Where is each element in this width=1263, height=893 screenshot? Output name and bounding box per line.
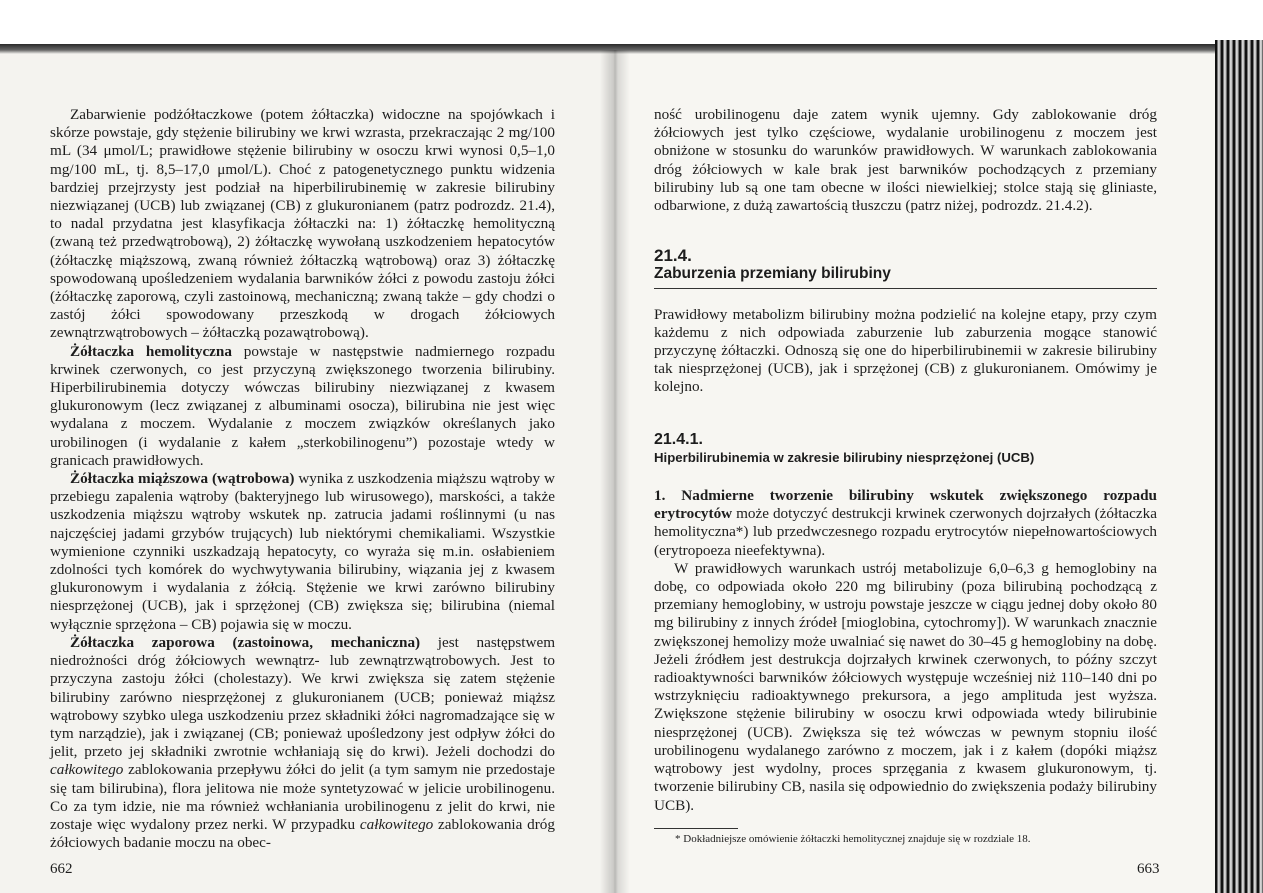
footnote-rule xyxy=(654,828,738,829)
page-number-right: 663 xyxy=(1137,861,1160,877)
hemolytic-paragraph xyxy=(50,343,555,470)
point1-lead: 1. Nadmierne tworzenie bilirubiny wskutek zwiększonego rozpadu erytrocytów xyxy=(654,487,1157,523)
right-text-column xyxy=(654,106,1157,815)
hemolytic-lead: Żółtaczka hemolityczna xyxy=(70,342,232,360)
intro-paragraph: Zabarwienie podżółtaczkowe (potem żółtaczka) widoczne na spojówkach i skórze powstaje, gdy stężenie bilirubiny we krwi wzrasta, przekraczając 2 mg/100 mL (34 μmol/L; prawidłowe stężenie bilirubiny w osoczu krwi wynosi 0,5–1,0 mg/100 mL, tj. 8,5–17,0 μmol/L). Choć z patogenetycznego punktu widzenia bardziej przejrzysty jest podział na hiperbilirubinemię w zakresie bilirubiny niezwiązanej (UCB) lub związanej (CB) z glukuronianem (patrz podrozdz. 21.4), to nadal przydatna jest klasyfikacja żółtaczki na: 1) żółtaczkę hemolityczną (zwaną też przedwątrobową), 2) żółtaczkę wywołaną uszkodzeniem hepatocytów (żółtaczkę miąższową, zwaną również żółtaczką wątrobową) oraz 3) żółtaczkę spowodowaną upośledzeniem wydalania barwników żółci z powodu zastoju żółci (żółtaczkę zaporową, czyli zastoinową, mechaniczną; zwaną także – gdy chodzi o zastój żółci spowodowany przeszkodą w drogach żółciowych zewnątrzwątrobowych – żółtaczką pozawątrobową). xyxy=(50,106,555,342)
parenchymal-lead: Żółtaczka miąższowa (wątrobowa) xyxy=(70,470,295,488)
obstructive-lead: Żółtaczka zaporowa (zastoinowa, mechaniczna) xyxy=(70,633,421,651)
point1-paragraph xyxy=(654,487,1157,560)
section-paragraph: Prawidłowy metabolizm bilirubiny można podzielić na kolejne etapy, przy czym każdemu z nich odpowiada zaburzenie lub zaburzenia mogące stanowić przyczynę żółtaczki. Odnoszą się one do hiperbilirubinemii w zakresie bilirubiny tak niesprzężonej (UCB), jak i sprzężonej (CB) z glukuronianem. Omówimy je kolejno. xyxy=(654,305,1157,396)
page-edges xyxy=(1215,40,1263,893)
section-number: 21.4. xyxy=(654,246,692,266)
obstructive-text-2: zablokowania przepływu żółci do jelit (a tym samym nie przedostaje się tam bilirubina), flora jelitowa nie może syntetyzować w jelicie urobilinogenu. Co za tym idzie, nie ma również wchłaniania urobilinogenu z jelit do krwi, nie zostaje więc wydalony przez nerki. W przypadku xyxy=(50,761,555,833)
book-gutter xyxy=(600,50,630,893)
left-text-column xyxy=(50,106,555,852)
hemolytic-text: powstaje w następstwie nadmiernego rozpadu krwinek czerwonych, co jest przyczyną zwiększonego tworzenia bilirubiny. Hiperbilirubinemia dotyczy wówczas bilirubiny niezwiązanej z kwasem glukuronowym (lecz związanej z albuminami osocza), bilirubina nie jest więc wydalana z moczem. Wydalanie z moczem związków określanych jako urobilinogen (i wydalanie z kałem „sterkobilinogenu”) pozostaje wtedy w granicach prawidłowych. xyxy=(50,342,555,469)
section-title: Zaburzenia przemiany bilirubiny xyxy=(654,265,891,283)
obstructive-text-1: jest następstwem niedrożności dróg żółciowych wewnątrz- lub zewnątrzwątrobowych. Jest to przyczyna zastoju żółci (cholestazy). We krwi zwiększa się zatem stężenie bilirubiny zarówno niesprzężonej z glukuronianem (UCB; ponieważ miąższ wątrobowy szybko ulega uszkodzeniu przez składniki żółci nagromadzające się w tym narządzie), jak i związanej (CB; ponieważ upośledzony jest odpływ żółci do jelit, przeto jej składniki zwrotnie wchłaniają się do krwi). Jeżeli dochodzi do xyxy=(50,633,556,761)
obstructive-paragraph xyxy=(50,634,555,852)
scan-top-shadow xyxy=(0,44,1263,54)
subsection-title: Hiperbilirubinemia w zakresie bilirubiny niesprzężonej (UCB) xyxy=(654,449,1035,465)
subsection-number: 21.4.1. xyxy=(654,430,703,448)
obstructive-text-3: zablokowania dróg żółciowych badanie moczu na obec- xyxy=(50,815,555,852)
parenchymal-paragraph xyxy=(50,470,555,634)
point1-paragraph-2: W prawidłowych warunkach ustrój metabolizuje 6,0–6,3 g hemoglobiny na dobę, co odpowiada około 220 mg bilirubiny (poza bilirubiną pochodzącą z przemiany hemoglobiny, w ustroju powstaje jeszcze w ciągu jednej doby około 80 mg bilirubiny z innych źródeł [mioglobina, cytochromy]). W warunkach znacznie zwiększonej hemolizy może uwalniać się nawet do 30–45 g hemoglobiny na dobę. Jeżeli źródłem jest destrukcja dojrzałych krwinek czerwonych, to późny szczyt radioaktywności barwników żółciowych występuje wcześniej niż 110–140 dni po wstrzyknięciu radioaktywnego prekursora, a jego amplituda jest wyższa. Zwiększone stężenie bilirubiny w osoczu krwi odpowiada wtedy bilirubinie niesprzężonej (UCB). Zwiększa się też wówczas w pewnym stopniu ilość urobilinogenu wydalanego zarówno z moczem, jak i z kałem (dopóki miąższ wątrobowy jest wydolny, proces sprzęgania z kwasem glukuronowym, tj. tworzenie bilirubiny CB, nasila się odpowiednio do zwiększenia podaży bilirubiny UCB). xyxy=(654,559,1157,814)
obstructive-italic-2: całkowitego xyxy=(359,815,434,833)
point1-text: może dotyczyć destrukcji krwinek czerwonych dojrzałych (żółtaczka hemolityczna*) lub przedwczesnego rozpadu erytrocytów niepełnowartościowych (erytropoeza nieefektywna). xyxy=(654,505,1157,559)
parenchymal-text: wynika z uszkodzenia miąższu wątroby w przebiegu zapalenia wątroby (bakteryjnego lub wirusowego), marskości, a także uszkodzenia miąższu wątroby wskutek np. zatrucia jadami roślinnymi (u nas najczęściej jadami grzybów trujących) lub niektórymi chemikaliami. Wszystkie wymienione czynniki uszkadzają hepatocyty, co wyraża się m.in. osłabieniem zdolności tych komórek do wychwytywania bilirubiny, wiązania jej z kwasem glukuronowym i wydalania z żółcią. Stężenie we krwi zarówno bilirubiny niesprzężonej (UCB), jak i sprzężonej (CB) zwiększa się; bilirubina (niemal wyłącznie sprzężona – CB) pojawia się w moczu. xyxy=(50,470,555,633)
page-number-left: 662 xyxy=(50,861,73,877)
footnote: * Dokładniejsze omówienie żółtaczki hemolitycznej znajduje się w rozdziale 18. xyxy=(675,833,1031,845)
continuation-paragraph: ność urobilinogenu daje zatem wynik ujemny. Gdy zablokowanie dróg żółciowych jest tylko częściowe, wydalanie urobilinogenu z moczem jest obniżone w stosunku do warunków prawidłowych. W warunkach zablokowania dróg żółciowych w kale brak jest barwników pochodzących z przemiany bilirubiny lub są one tam obecne w ilości niewielkiej; stolce stają się gliniaste, odbarwione, z dużą zawartością tłuszczu (patrz niżej, podrozdz. 21.4.2). xyxy=(654,106,1157,215)
obstructive-italic-1: całkowitego xyxy=(50,761,124,779)
